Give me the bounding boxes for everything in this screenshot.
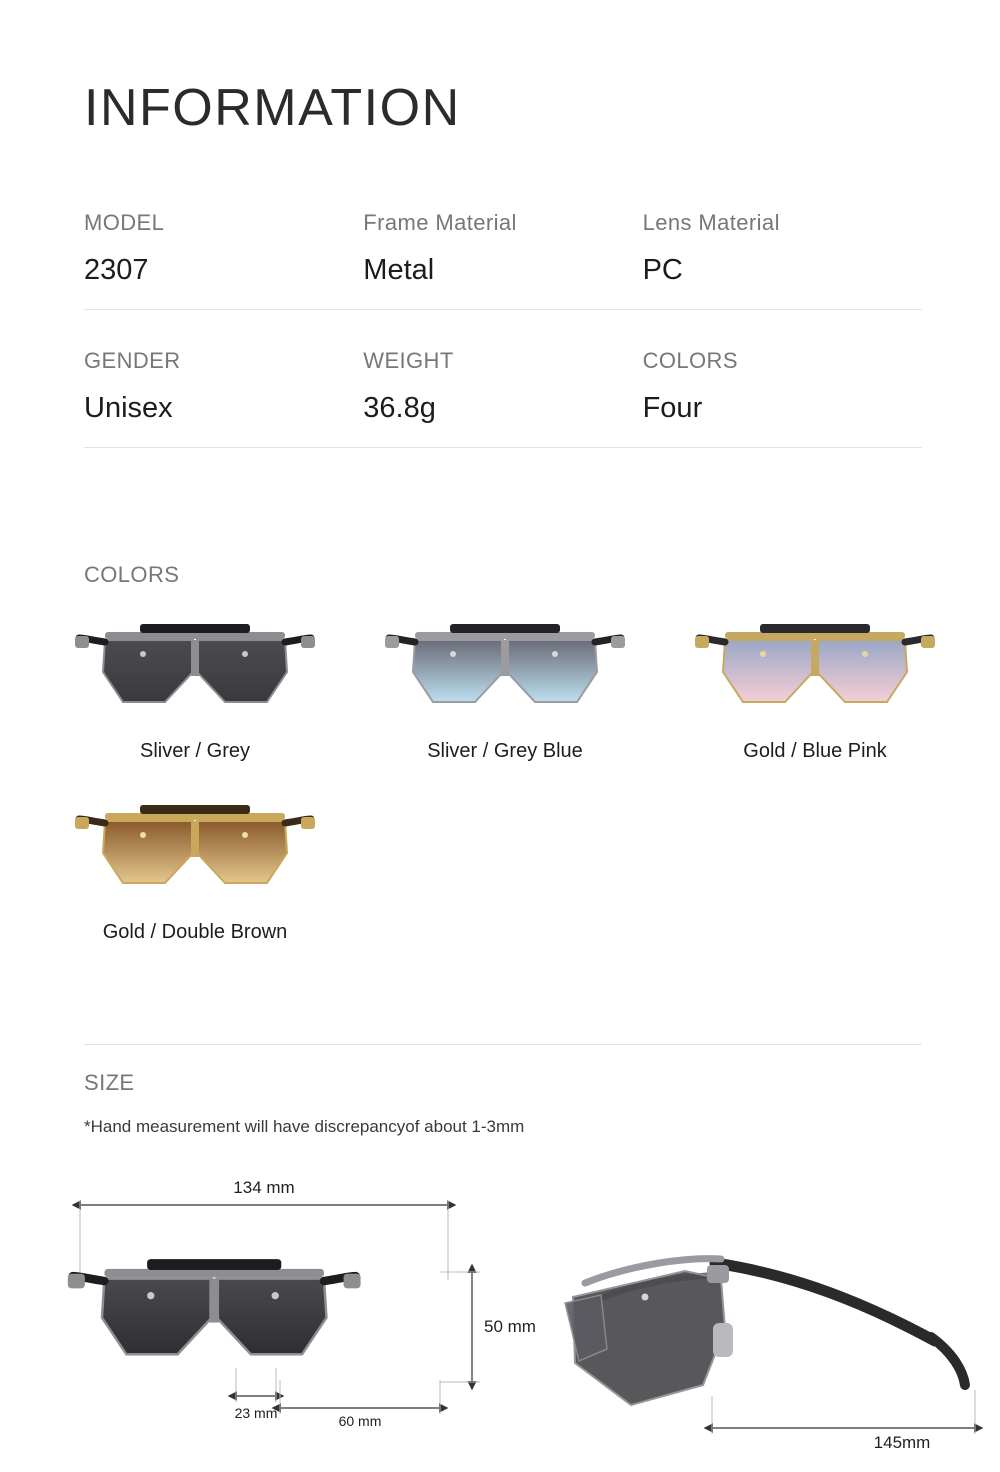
spec-value: Unisex (84, 392, 173, 424)
dimension-width: 134 mm (233, 1178, 295, 1197)
dimension-lens-width: 60 mm (338, 1413, 382, 1429)
color-swatch[interactable] (350, 610, 660, 763)
spec-value: PC (642, 254, 683, 286)
size-measurement-note: *Hand measurement will have discrepancyof about 1-3mm (84, 1117, 525, 1136)
spec-label: MODEL (84, 210, 165, 235)
dimension-temple-length: 145mm (873, 1433, 931, 1452)
section-divider (84, 1044, 922, 1045)
sunglasses-front-icon (45, 610, 345, 730)
color-swatch-label: Gold / Blue Pink (743, 740, 887, 762)
sunglasses-front-icon (665, 610, 965, 730)
color-swatch-list (40, 610, 970, 972)
color-swatch-label: Sliver / Grey Blue (427, 740, 583, 762)
spec-label: Lens Material (642, 210, 780, 235)
dimension-bridge: 23 mm (234, 1405, 278, 1421)
dimension-lens-height: 50 mm (484, 1317, 536, 1336)
color-swatch-label: Gold / Double Brown (102, 921, 288, 943)
size-diagram (40, 1150, 1000, 1460)
color-swatch[interactable] (40, 610, 350, 763)
spec-value: Four (642, 392, 703, 424)
spec-value: 2307 (84, 254, 149, 286)
spec-grid (84, 210, 922, 448)
sunglasses-front-icon (355, 610, 655, 730)
color-swatch-label: Sliver / Grey (139, 740, 251, 762)
spec-row (84, 310, 922, 448)
colors-section-heading: COLORS (84, 562, 180, 587)
color-swatch[interactable] (40, 791, 350, 944)
size-section-heading: SIZE (84, 1070, 135, 1095)
spec-cell-colors-count (643, 348, 922, 425)
spec-label: COLORS (642, 348, 738, 373)
spec-row (84, 210, 922, 310)
color-swatch[interactable] (660, 610, 970, 763)
spec-value: 36.8g (363, 392, 436, 424)
spec-cell-weight (363, 348, 642, 425)
spec-cell-frame-material (363, 210, 642, 287)
spec-cell-gender (84, 348, 363, 425)
spec-cell-model (84, 210, 363, 287)
spec-value: Metal (363, 254, 435, 286)
page-title: INFORMATION (84, 79, 461, 137)
spec-cell-lens-material (643, 210, 922, 287)
spec-label: Frame Material (363, 210, 517, 235)
spec-label: WEIGHT (363, 348, 454, 373)
sunglasses-front-icon (45, 791, 345, 911)
spec-label: GENDER (84, 348, 181, 373)
